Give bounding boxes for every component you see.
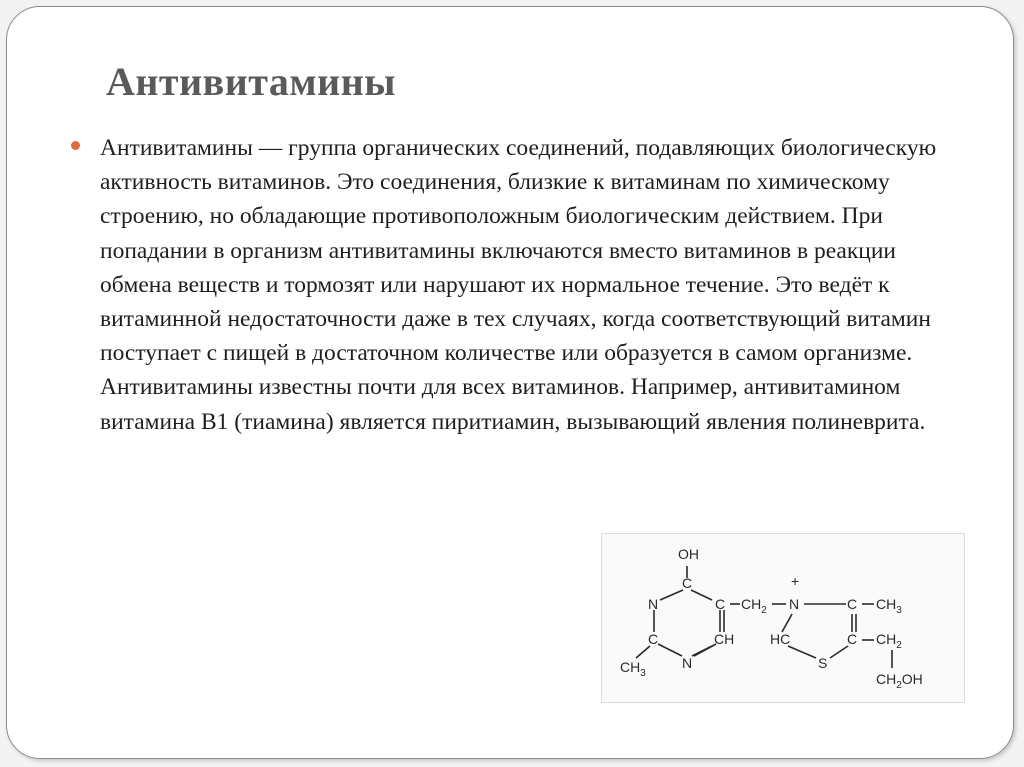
atom-label (876, 631, 902, 651)
bond (782, 614, 792, 632)
atom-label: OH (901, 671, 923, 687)
atom-label: C (715, 596, 726, 612)
charge-label: + (791, 573, 800, 589)
bond (830, 646, 848, 658)
atom-label: OH (678, 546, 699, 562)
atom-label: CH (876, 671, 897, 687)
atom-label: CH (876, 631, 897, 647)
bond (692, 646, 712, 656)
atom-label: HC (770, 631, 791, 647)
atom-subscript: 2 (761, 605, 767, 616)
atom-label: C (682, 575, 693, 591)
bond (660, 590, 683, 600)
bond (788, 646, 816, 658)
atom-label (741, 596, 767, 616)
structural-formula-image (601, 533, 965, 703)
atom-label: CH (620, 659, 641, 675)
atom-label: N (648, 596, 659, 612)
atom-label: N (789, 596, 800, 612)
atom-label: CH (876, 596, 897, 612)
atom-label (620, 659, 646, 679)
atom-subscript: 3 (896, 605, 902, 616)
atom-subscript: 3 (640, 668, 646, 679)
atom-subscript: 2 (896, 680, 902, 691)
slide-body-text: Антивитамины — группа органических соединений, подавляющих биологическую активность витаминов. Это соединения, близкие к витаминам по химическому строению, но обладающие противоположным биологическим действием. При попадании в организм антивитамины включаются вместо витаминов в реакции обмена веществ и тормозят или нарушают их нормальное течение. Это ведёт к витаминной недостаточности даже в тех случаях, когда соответствующий витамин поступает с пищей в достаточном количестве или образуется в самом организме. Антивитамины известны почти для всех витаминов. Например, антивитамином витамина В1 (тиамина) является пиритиамин, вызывающий явления полиневрита. (100, 135, 937, 435)
atom-label: S (818, 655, 828, 671)
atom-label (876, 671, 923, 691)
atom-subscript: 2 (896, 640, 902, 651)
atom-label: C (847, 631, 858, 647)
atom-label: CH (741, 596, 762, 612)
bond (636, 646, 650, 658)
atom-label: N (682, 655, 693, 671)
pyrithiamine-structure-diagram (602, 534, 964, 702)
atom-label: CH (714, 631, 735, 647)
bullet-dot-icon (71, 141, 80, 150)
slide-title: Антивитамины (106, 59, 396, 104)
atom-label: C (847, 596, 858, 612)
bond (691, 590, 712, 600)
bond (658, 644, 682, 656)
atom-label: C (648, 631, 659, 647)
atom-label (876, 596, 902, 616)
